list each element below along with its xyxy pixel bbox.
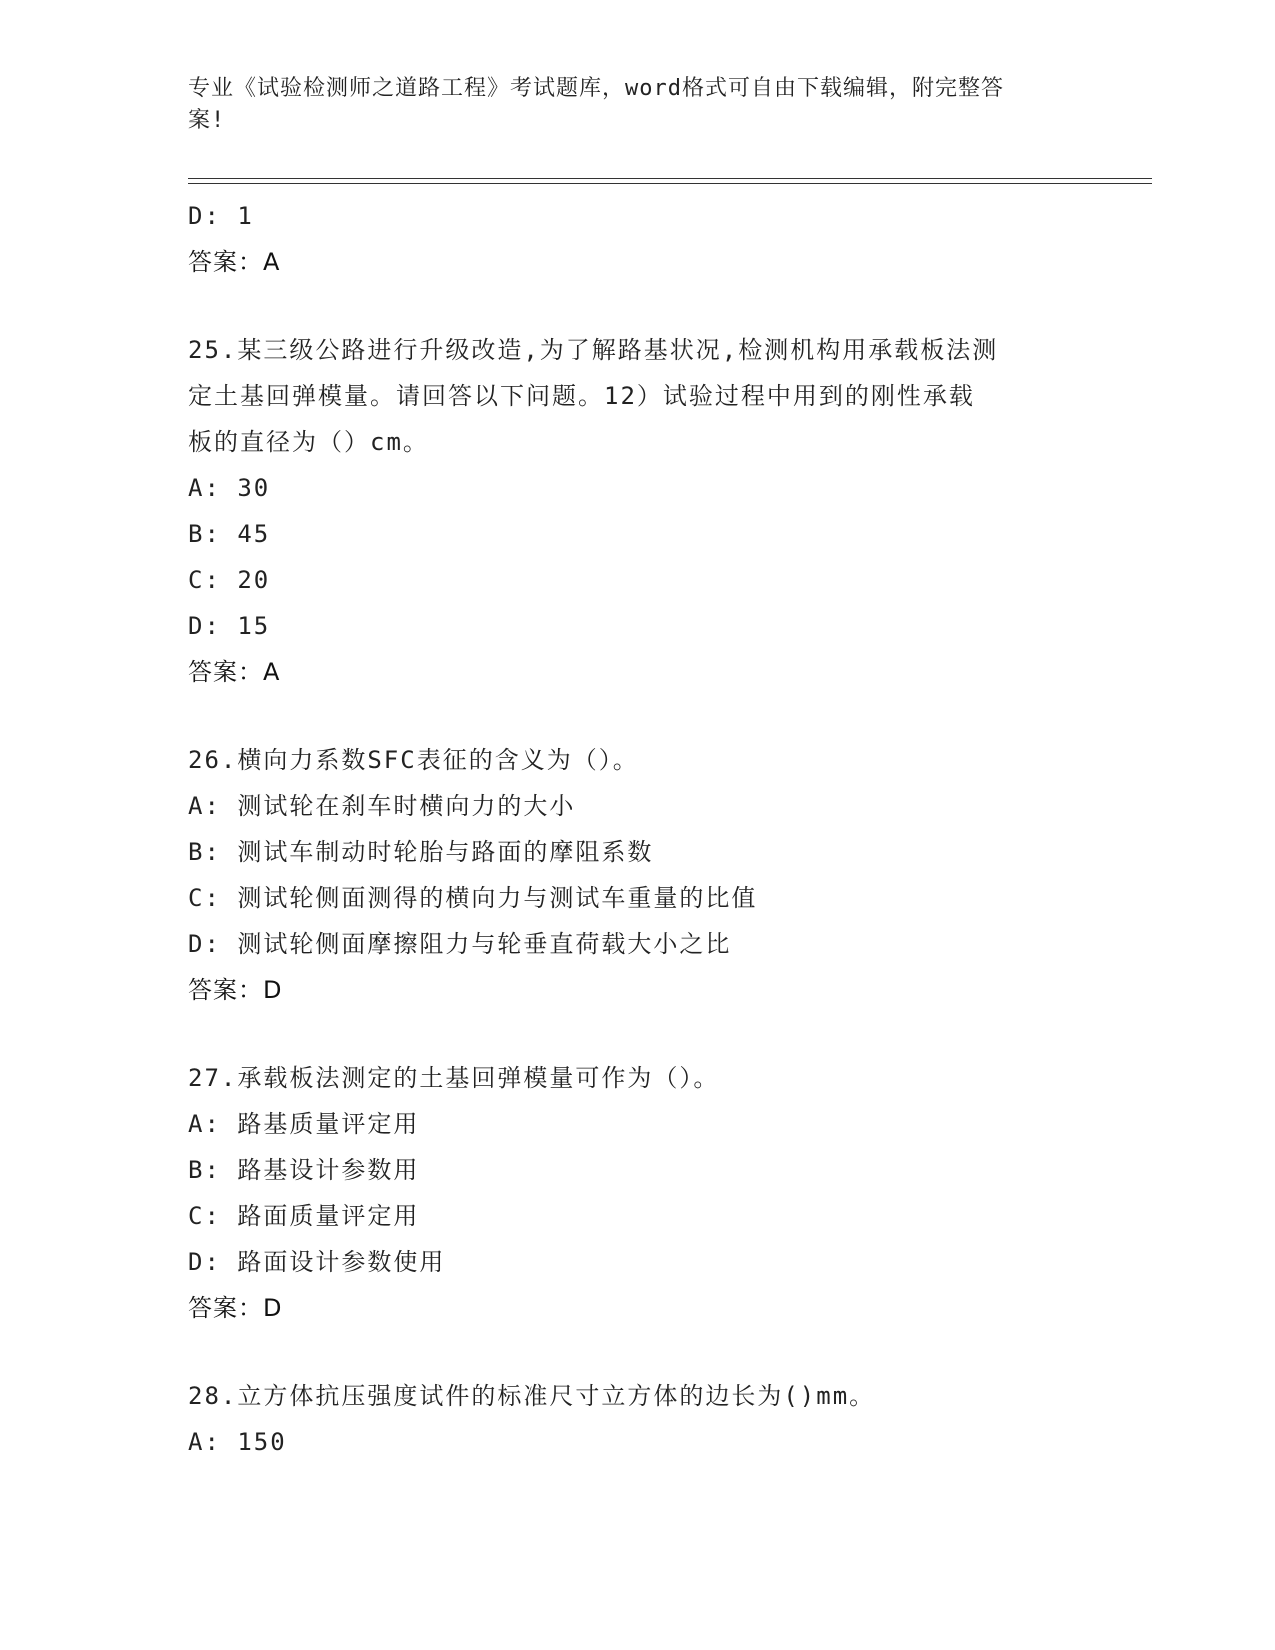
- header-line-1: 专业《试验检测师之道路工程》考试题库，word格式可自由下载编辑，附完整答: [188, 76, 1004, 101]
- question-27-answer: 答案：D: [188, 1294, 283, 1322]
- question-25: [188, 327, 1088, 695]
- question-25-stem-line-3: 板的直径为（）cm。: [188, 428, 429, 456]
- spacer: [188, 285, 1088, 327]
- header-line-2: 案!: [188, 108, 226, 133]
- prev-option-d: D: 1: [188, 202, 254, 230]
- question-28-option-a: A: 150: [188, 1428, 287, 1456]
- question-26-option-c: C: 测试轮侧面测得的横向力与测试车重量的比值: [188, 884, 758, 912]
- question-26: [188, 737, 1088, 1013]
- question-26-stem: 26.横向力系数SFC表征的含义为（）。: [188, 746, 639, 774]
- header-divider-bottom: [188, 183, 1152, 184]
- question-28: [188, 1373, 1088, 1465]
- spacer: [188, 1013, 1088, 1055]
- question-25-answer: 答案：A: [188, 658, 281, 686]
- spacer: [188, 695, 1088, 737]
- question-25-option-b: B: 45: [188, 520, 271, 548]
- question-27-option-d: D: 路面设计参数使用: [188, 1248, 446, 1276]
- question-26-option-a: A: 测试轮在刹车时横向力的大小: [188, 792, 576, 820]
- question-27: [188, 1055, 1088, 1331]
- question-26-option-b: B: 测试车制动时轮胎与路面的摩阻系数: [188, 838, 654, 866]
- prev-answer: 答案：A: [188, 248, 281, 276]
- question-25-option-a: A: 30: [188, 474, 271, 502]
- question-26-answer: 答案：D: [188, 976, 283, 1004]
- header-divider-top: [188, 178, 1152, 179]
- spacer: [188, 1331, 1088, 1373]
- question-27-stem: 27.承载板法测定的土基回弹模量可作为（）。: [188, 1064, 720, 1092]
- page-header: [188, 73, 1068, 137]
- question-28-stem: 28.立方体抗压强度试件的标准尺寸立方体的边长为()mm。: [188, 1382, 876, 1410]
- question-27-option-a: A: 路基质量评定用: [188, 1110, 420, 1138]
- question-25-stem-line-2: 定土基回弹模量。请回答以下问题。12）试验过程中用到的刚性承载: [188, 382, 975, 410]
- question-26-option-d: D: 测试轮侧面摩擦阻力与轮垂直荷载大小之比: [188, 930, 732, 958]
- question-27-option-b: B: 路基设计参数用: [188, 1156, 420, 1184]
- question-25-stem-line-1: 25.某三级公路进行升级改造,为了解路基状况,检测机构用承载板法测: [188, 336, 999, 364]
- question-25-option-c: C: 20: [188, 566, 271, 594]
- question-27-option-c: C: 路面质量评定用: [188, 1202, 420, 1230]
- question-25-option-d: D: 15: [188, 612, 271, 640]
- question-list: [188, 193, 1088, 1465]
